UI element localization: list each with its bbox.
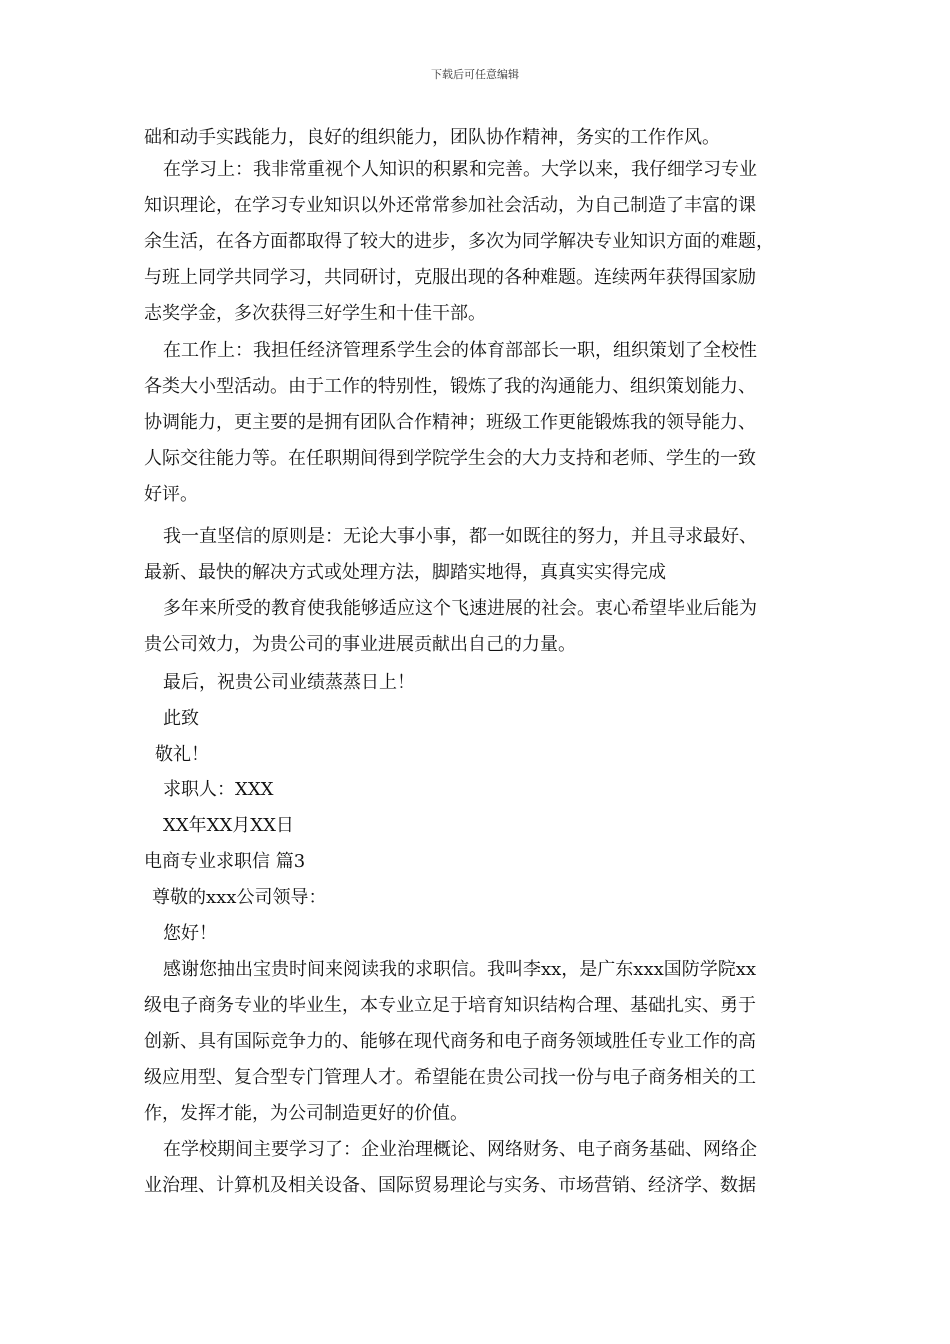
text-line: XX年XX月XX日 xyxy=(163,815,294,836)
text-line: 协调能力，更主要的是拥有团队合作精神；班级工作更能锻炼我的领导能力、 xyxy=(144,412,756,433)
text-line: 最后，祝贵公司业绩蒸蒸日上！ xyxy=(163,672,415,693)
text-line: 业治理、计算机及相关设备、国际贸易理论与实务、市场营销、经济学、数据 xyxy=(144,1175,756,1196)
text-line: 人际交往能力等。在任职期间得到学院学生会的大力支持和老师、学生的一致 xyxy=(144,448,756,469)
text-line: 求职人：XXX xyxy=(163,779,274,800)
text-line: 在学习上：我非常重视个人知识的积累和完善。大学以来，我仔细学习专业 xyxy=(163,159,757,180)
text-line: 在工作上：我担任经济管理系学生会的体育部部长一职，组织策划了全校性 xyxy=(163,340,757,361)
text-line: 志奖学金，多次获得三好学生和十佳干部。 xyxy=(144,303,486,324)
text-line: 余生活，在各方面都取得了较大的进步，多次为同学解决专业知识方面的难题， xyxy=(144,231,774,252)
text-line: 您好！ xyxy=(163,923,217,944)
text-line: 级电子商务专业的毕业生，本专业立足于培育知识结构合理、基础扎实、勇于 xyxy=(144,995,756,1016)
text-line: 作，发挥才能，为公司制造更好的价值。 xyxy=(144,1103,468,1124)
text-line: 创新、具有国际竞争力的、能够在现代商务和电子商务领域胜任专业工作的高 xyxy=(144,1031,756,1052)
text-line: 贵公司效力，为贵公司的事业进展贡献出自己的力量。 xyxy=(144,634,576,655)
text-line: 感谢您抽出宝贵时间来阅读我的求职信。我叫李xx，是广东xxx国防学院xx xyxy=(163,959,757,980)
text-line: 尊敬的xxx公司领导： xyxy=(152,887,327,908)
text-line: 好评。 xyxy=(144,484,198,505)
page-header: 下载后可任意编辑 xyxy=(431,68,519,81)
text-line: 多年来所受的教育使我能够适应这个飞速进展的社会。衷心希望毕业后能为 xyxy=(163,598,757,619)
text-line: 电商专业求职信 篇3 xyxy=(144,851,306,872)
text-line: 与班上同学共同学习，共同研讨，克服出现的各种难题。连续两年获得国家励 xyxy=(144,267,756,288)
text-line: 础和动手实践能力，良好的组织能力，团队协作精神，务实的工作作风。 xyxy=(144,127,720,148)
text-line: 此致 xyxy=(163,708,199,729)
text-line: 敬礼！ xyxy=(155,744,209,765)
text-line: 知识理论，在学习专业知识以外还常常参加社会活动，为自己制造了丰富的课 xyxy=(144,195,756,216)
text-line: 我一直坚信的原则是：无论大事小事，都一如既往的努力，并且寻求最好、 xyxy=(163,526,757,547)
text-line: 在学校期间主要学习了：企业治理概论、网络财务、电子商务基础、网络企 xyxy=(163,1139,757,1160)
text-line: 级应用型、复合型专门管理人才。希望能在贵公司找一份与电子商务相关的工 xyxy=(144,1067,756,1088)
text-line: 最新、最快的解决方式或处理方法，脚踏实地得，真真实实得完成 xyxy=(144,562,666,583)
text-line: 各类大小型活动。由于工作的特别性，锻炼了我的沟通能力、组织策划能力、 xyxy=(144,376,756,397)
